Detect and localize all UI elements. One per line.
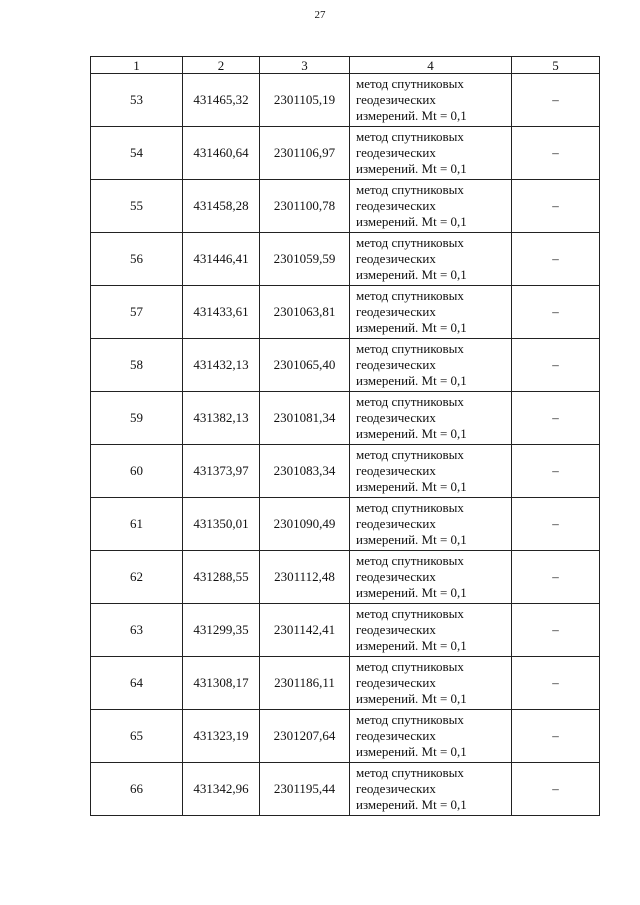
- method-line: измерений. Mt = 0,1: [356, 532, 467, 547]
- method-cell: [350, 127, 512, 180]
- y-coordinate-cell: 2301186,11: [260, 657, 350, 710]
- method-cell: [350, 657, 512, 710]
- table-row: [91, 657, 600, 710]
- method-line: метод спутниковых: [356, 712, 464, 727]
- x-coordinate-cell: 431382,13: [183, 392, 260, 445]
- table-row: [91, 604, 600, 657]
- header-col-5: 5: [512, 57, 600, 74]
- method-line: геодезических: [356, 145, 436, 160]
- method-line: измерений. Mt = 0,1: [356, 108, 467, 123]
- method-line: метод спутниковых: [356, 76, 464, 91]
- table-row: [91, 551, 600, 604]
- table-row: [91, 445, 600, 498]
- x-coordinate-cell: 431433,61: [183, 286, 260, 339]
- point-number-cell: 53: [91, 74, 183, 127]
- point-number-cell: 58: [91, 339, 183, 392]
- method-cell: [350, 498, 512, 551]
- table-row: [91, 392, 600, 445]
- method-cell: [350, 445, 512, 498]
- method-cell: [350, 710, 512, 763]
- x-coordinate-cell: 431342,96: [183, 763, 260, 816]
- y-coordinate-cell: 2301090,49: [260, 498, 350, 551]
- col5-cell: –: [512, 763, 600, 816]
- method-cell: [350, 604, 512, 657]
- method-line: геодезических: [356, 410, 436, 425]
- method-line: метод спутниковых: [356, 765, 464, 780]
- method-line: метод спутниковых: [356, 659, 464, 674]
- table-row: [91, 498, 600, 551]
- y-coordinate-cell: 2301065,40: [260, 339, 350, 392]
- method-cell: [350, 180, 512, 233]
- x-coordinate-cell: 431299,35: [183, 604, 260, 657]
- table-row: [91, 127, 600, 180]
- col5-cell: –: [512, 339, 600, 392]
- method-line: измерений. Mt = 0,1: [356, 744, 467, 759]
- method-line: геодезических: [356, 251, 436, 266]
- y-coordinate-cell: 2301105,19: [260, 74, 350, 127]
- x-coordinate-cell: 431350,01: [183, 498, 260, 551]
- method-line: измерений. Mt = 0,1: [356, 161, 467, 176]
- point-number-cell: 56: [91, 233, 183, 286]
- method-line: метод спутниковых: [356, 394, 464, 409]
- table-row: [91, 286, 600, 339]
- method-line: геодезических: [356, 569, 436, 584]
- table-row: [91, 710, 600, 763]
- y-coordinate-cell: 2301112,48: [260, 551, 350, 604]
- col5-cell: –: [512, 604, 600, 657]
- method-line: геодезических: [356, 728, 436, 743]
- method-cell: [350, 286, 512, 339]
- method-line: геодезических: [356, 781, 436, 796]
- method-line: измерений. Mt = 0,1: [356, 691, 467, 706]
- table-row: [91, 233, 600, 286]
- page-number: 27: [314, 9, 326, 21]
- x-coordinate-cell: 431460,64: [183, 127, 260, 180]
- point-number-cell: 54: [91, 127, 183, 180]
- method-line: измерений. Mt = 0,1: [356, 214, 467, 229]
- y-coordinate-cell: 2301059,59: [260, 233, 350, 286]
- method-cell: [350, 763, 512, 816]
- y-coordinate-cell: 2301106,97: [260, 127, 350, 180]
- method-line: метод спутниковых: [356, 288, 464, 303]
- method-line: измерений. Mt = 0,1: [356, 320, 467, 335]
- coordinates-table: [90, 56, 600, 816]
- table-row: [91, 339, 600, 392]
- method-line: измерений. Mt = 0,1: [356, 373, 467, 388]
- point-number-cell: 66: [91, 763, 183, 816]
- col5-cell: –: [512, 498, 600, 551]
- method-line: геодезических: [356, 92, 436, 107]
- method-line: геодезических: [356, 516, 436, 531]
- header-col-3: 3: [260, 57, 350, 74]
- method-line: геодезических: [356, 622, 436, 637]
- point-number-cell: 60: [91, 445, 183, 498]
- point-number-cell: 64: [91, 657, 183, 710]
- table-header-row: [91, 57, 600, 74]
- col5-cell: –: [512, 74, 600, 127]
- col5-cell: –: [512, 233, 600, 286]
- point-number-cell: 55: [91, 180, 183, 233]
- method-line: измерений. Mt = 0,1: [356, 479, 467, 494]
- method-line: метод спутниковых: [356, 500, 464, 515]
- col5-cell: –: [512, 710, 600, 763]
- point-number-cell: 57: [91, 286, 183, 339]
- point-number-cell: 61: [91, 498, 183, 551]
- y-coordinate-cell: 2301207,64: [260, 710, 350, 763]
- table-row: [91, 180, 600, 233]
- method-cell: [350, 392, 512, 445]
- method-cell: [350, 233, 512, 286]
- table-row: [91, 74, 600, 127]
- table-row: [91, 763, 600, 816]
- method-line: метод спутниковых: [356, 553, 464, 568]
- point-number-cell: 62: [91, 551, 183, 604]
- method-line: метод спутниковых: [356, 447, 464, 462]
- x-coordinate-cell: 431308,17: [183, 657, 260, 710]
- method-line: геодезических: [356, 198, 436, 213]
- col5-cell: –: [512, 445, 600, 498]
- x-coordinate-cell: 431465,32: [183, 74, 260, 127]
- y-coordinate-cell: 2301081,34: [260, 392, 350, 445]
- y-coordinate-cell: 2301195,44: [260, 763, 350, 816]
- method-cell: [350, 339, 512, 392]
- y-coordinate-cell: 2301063,81: [260, 286, 350, 339]
- x-coordinate-cell: 431323,19: [183, 710, 260, 763]
- method-cell: [350, 551, 512, 604]
- method-line: измерений. Mt = 0,1: [356, 426, 467, 441]
- method-line: геодезических: [356, 304, 436, 319]
- method-line: метод спутниковых: [356, 235, 464, 250]
- header-col-1: 1: [91, 57, 183, 74]
- table-body: [91, 74, 600, 816]
- method-line: геодезических: [356, 357, 436, 372]
- col5-cell: –: [512, 127, 600, 180]
- method-line: измерений. Mt = 0,1: [356, 797, 467, 812]
- col5-cell: –: [512, 180, 600, 233]
- method-line: метод спутниковых: [356, 129, 464, 144]
- x-coordinate-cell: 431446,41: [183, 233, 260, 286]
- point-number-cell: 65: [91, 710, 183, 763]
- y-coordinate-cell: 2301142,41: [260, 604, 350, 657]
- method-line: геодезических: [356, 675, 436, 690]
- col5-cell: –: [512, 286, 600, 339]
- y-coordinate-cell: 2301100,78: [260, 180, 350, 233]
- method-line: метод спутниковых: [356, 606, 464, 621]
- col5-cell: –: [512, 551, 600, 604]
- header-col-2: 2: [183, 57, 260, 74]
- point-number-cell: 59: [91, 392, 183, 445]
- y-coordinate-cell: 2301083,34: [260, 445, 350, 498]
- method-line: измерений. Mt = 0,1: [356, 585, 467, 600]
- method-line: измерений. Mt = 0,1: [356, 638, 467, 653]
- method-line: метод спутниковых: [356, 341, 464, 356]
- col5-cell: –: [512, 657, 600, 710]
- method-line: метод спутниковых: [356, 182, 464, 197]
- method-cell: [350, 74, 512, 127]
- x-coordinate-cell: 431458,28: [183, 180, 260, 233]
- header-col-4: 4: [350, 57, 512, 74]
- point-number-cell: 63: [91, 604, 183, 657]
- col5-cell: –: [512, 392, 600, 445]
- method-line: измерений. Mt = 0,1: [356, 267, 467, 282]
- x-coordinate-cell: 431432,13: [183, 339, 260, 392]
- x-coordinate-cell: 431288,55: [183, 551, 260, 604]
- x-coordinate-cell: 431373,97: [183, 445, 260, 498]
- method-line: геодезических: [356, 463, 436, 478]
